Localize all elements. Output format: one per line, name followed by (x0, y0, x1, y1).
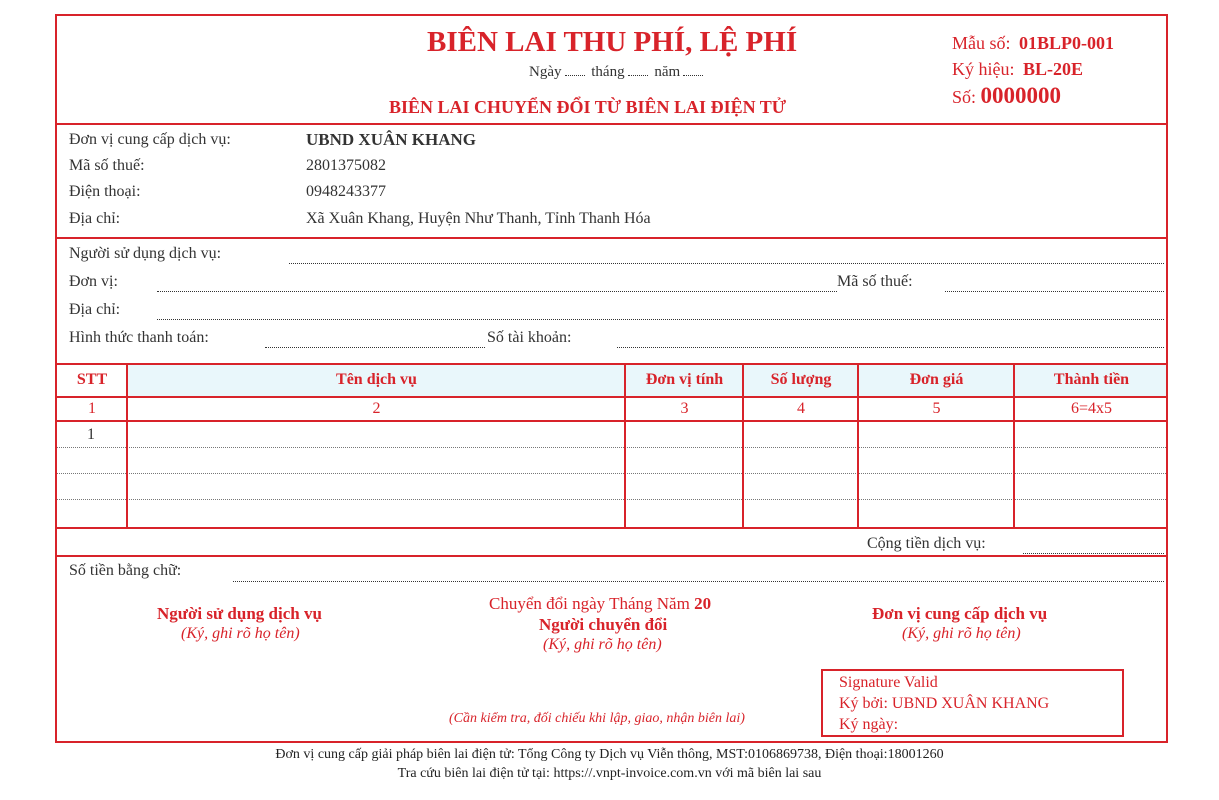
customer-user-label: Người sử dụng dịch vụ: (69, 245, 222, 262)
table-number-cell: 4 (797, 400, 805, 417)
receipt-subtitle: BIÊN LAI CHUYỂN ĐỔI TỪ BIÊN LAI ĐIỆN TỬ (389, 97, 787, 117)
provider-address-label: Địa chỉ: (69, 210, 121, 227)
divider (57, 555, 1166, 557)
date-day-label: Ngày (529, 64, 562, 80)
table-number-cell: 1 (88, 400, 96, 417)
provider-tax-value: 2801375082 (306, 157, 386, 174)
signature-signed-date: Ký ngày: (839, 716, 899, 733)
table-number-cell: 6=4x5 (1070, 400, 1113, 417)
receipt-number (952, 83, 1061, 109)
receipt-form (55, 14, 1168, 743)
table-header-quantity: Số lượng (770, 371, 832, 388)
customer-tax-field[interactable] (945, 291, 1164, 292)
date-year-label: năm (654, 64, 681, 80)
table-number-cell: 2 (372, 400, 381, 417)
total-amount-label: Cộng tiền dịch vụ: (867, 535, 986, 552)
provider-address-value: Xã Xuân Khang, Huyện Như Thanh, Tỉnh Thanh Hóa (306, 210, 651, 227)
payment-method-field[interactable] (265, 347, 485, 348)
customer-unit-label: Đơn vị: (69, 273, 118, 290)
form-code-label: Mẫu số: (952, 33, 1011, 53)
date-line (529, 64, 706, 81)
customer-user-field[interactable] (289, 263, 1164, 264)
footer-lookup-info: Tra cứu biên lai điện tử tại: https://.vnpt-invoice.com.vn với mã biên lai sau (397, 766, 822, 781)
convert-date-label: Chuyển đổi ngày Tháng Năm (489, 594, 690, 613)
provider-tax-label: Mã số thuế: (69, 157, 145, 174)
serial-symbol-value: BL-20E (1023, 59, 1084, 79)
table-header-service: Tên dịch vụ (336, 371, 417, 388)
convert-date-line (489, 594, 711, 614)
payment-method-label: Hình thức thanh toán: (69, 329, 209, 346)
customer-unit-field[interactable] (157, 291, 837, 292)
converter-note: (Ký, ghi rõ họ tên) (543, 636, 662, 653)
account-number-label: Số tài khoản: (487, 329, 572, 346)
seller-sign-title: Đơn vị cung cấp dịch vụ (872, 604, 1048, 623)
table-column-line (624, 365, 626, 527)
convert-date-year: 20 (694, 594, 712, 613)
table-row-divider (57, 499, 1166, 500)
converter-title: Người chuyển đổi (539, 615, 668, 634)
divider (57, 527, 1166, 529)
form-code-value: 01BLP0-001 (1019, 33, 1115, 53)
table-line (57, 420, 1166, 422)
buyer-sign-note: (Ký, ghi rõ họ tên) (181, 625, 300, 642)
provider-phone-label: Điện thoại: (69, 183, 141, 200)
account-number-field[interactable] (617, 347, 1164, 348)
seller-sign-note: (Ký, ghi rõ họ tên) (902, 625, 1021, 642)
table-number-cell: 5 (932, 400, 941, 417)
divider (57, 123, 1166, 125)
customer-address-field[interactable] (157, 319, 1164, 320)
divider (57, 237, 1166, 239)
serial-symbol-label: Ký hiệu: (952, 59, 1015, 79)
signature-signed-by: Ký bởi: UBND XUÂN KHANG (839, 695, 1050, 712)
amount-in-words-field[interactable] (233, 581, 1164, 582)
total-amount-field[interactable] (1023, 553, 1164, 554)
table-column-line (742, 365, 744, 527)
table-row-stt: 1 (87, 426, 95, 443)
provider-phone-value: 0948243377 (306, 183, 386, 200)
table-header-unit: Đơn vị tính (645, 371, 724, 388)
footer-provider-info: Đơn vị cung cấp giải pháp biên lai điện tử: Tổng Công ty Dịch vụ Viễn thông, MST:0106869738, Điện thoại:18001260 (275, 747, 944, 762)
table-row-divider (57, 473, 1166, 474)
buyer-sign-title: Người sử dụng dịch vụ (157, 604, 322, 623)
table-column-line (857, 365, 859, 527)
check-note: (Cần kiểm tra, đối chiếu khi lập, giao, nhận biên lai) (449, 711, 745, 726)
provider-name-value: UBND XUÂN KHANG (306, 130, 476, 149)
signature-valid-text: Signature Valid (839, 674, 938, 691)
table-column-line (126, 365, 128, 527)
customer-address-label: Địa chỉ: (69, 301, 121, 318)
table-row-divider (57, 447, 1166, 448)
receipt-number-label: Số: (952, 87, 977, 107)
table-column-line (1013, 365, 1015, 527)
serial-symbol (952, 59, 1083, 80)
customer-tax-label: Mã số thuế: (837, 273, 913, 290)
date-month-label: tháng (591, 64, 625, 80)
form-code (952, 33, 1114, 54)
signature-valid-box (821, 669, 1124, 737)
amount-in-words-label: Số tiền bằng chữ: (69, 562, 182, 579)
table-header-amount: Thành tiền (1053, 371, 1130, 388)
receipt-title: BIÊN LAI THU PHÍ, LỆ PHÍ (427, 26, 798, 58)
receipt-number-value: 0000000 (980, 83, 1062, 108)
table-header-price: Đơn giá (909, 371, 964, 388)
services-table (57, 365, 1166, 527)
table-header-stt: STT (76, 371, 108, 388)
table-number-cell: 3 (680, 400, 689, 417)
provider-name-label: Đơn vị cung cấp dịch vụ: (69, 131, 231, 148)
